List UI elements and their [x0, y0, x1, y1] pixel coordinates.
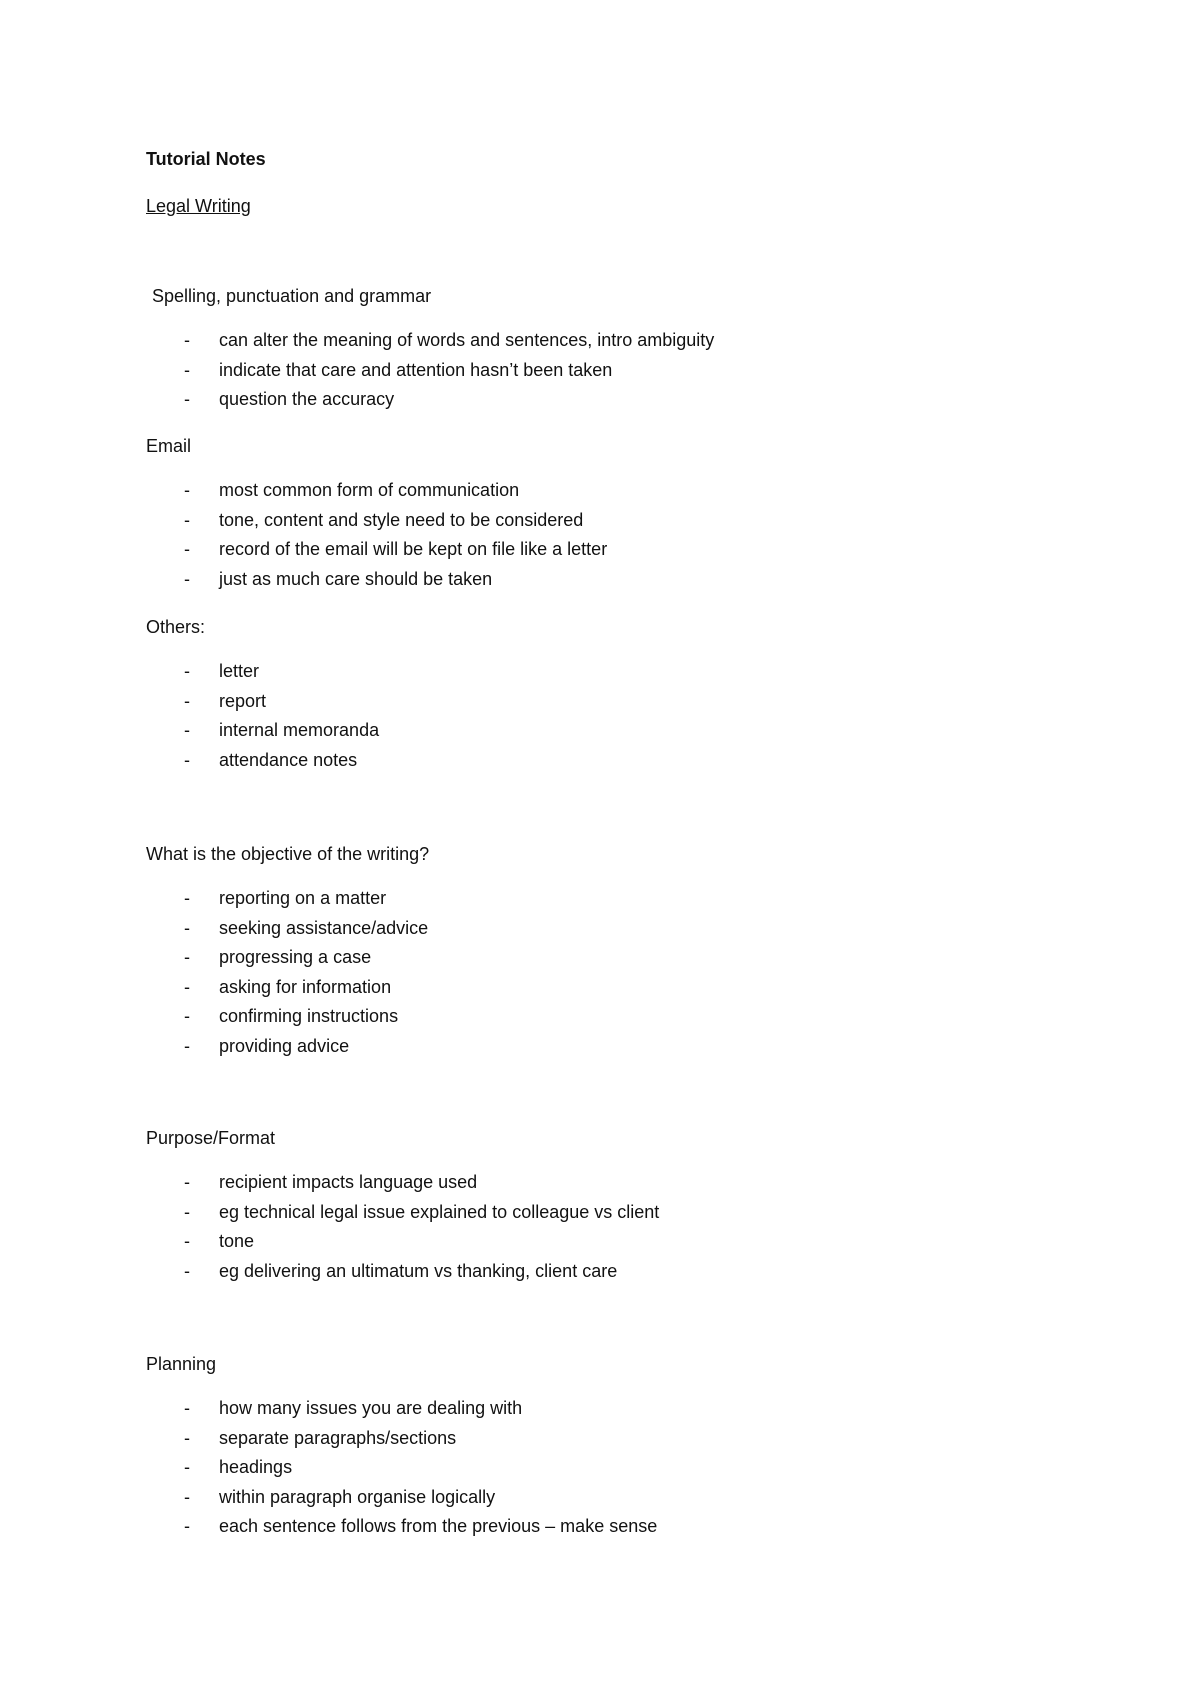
list-item	[146, 1394, 1106, 1424]
dash-bullet: -	[184, 1006, 190, 1027]
section-email	[146, 435, 1106, 594]
bullet-list	[146, 884, 1106, 1062]
list-item	[146, 914, 1106, 944]
list-item-text: eg technical legal issue explained to colleague vs client	[219, 1201, 660, 1222]
list-item-text: asking for information	[219, 976, 392, 997]
list-item-text: separate paragraphs/sections	[219, 1427, 457, 1448]
list-item-text: eg delivering an ultimatum vs thanking, client care	[219, 1260, 618, 1281]
list-item-text: most common form of communication	[219, 480, 520, 500]
list-item-text: tone	[219, 1231, 255, 1252]
list-item	[146, 1198, 1106, 1228]
dash-bullet: -	[184, 1172, 190, 1192]
bullet-list	[146, 476, 1106, 594]
list-item	[146, 1424, 1106, 1454]
dash-bullet: -	[184, 1398, 190, 1418]
dash-bullet: -	[184, 690, 190, 711]
list-item-text: providing advice	[219, 1035, 350, 1056]
list-item-text: how many issues you are dealing with	[219, 1398, 523, 1418]
dash-bullet: -	[184, 720, 190, 741]
dash-bullet: -	[184, 359, 190, 380]
list-item-text: each sentence follows from the previous – make sense	[219, 1516, 658, 1537]
dash-bullet: -	[184, 1516, 190, 1537]
dash-bullet: -	[184, 568, 190, 589]
list-item	[146, 943, 1106, 973]
dash-bullet: -	[184, 509, 190, 530]
dash-bullet: -	[184, 749, 190, 770]
list-item	[146, 1168, 1106, 1198]
list-item-text: letter	[219, 661, 260, 681]
list-item-text: question the accuracy	[219, 389, 395, 410]
list-item	[146, 1512, 1106, 1542]
list-item-text: indicate that care and attention hasn’t been taken	[219, 359, 613, 380]
dash-bullet: -	[184, 947, 190, 968]
list-item	[146, 657, 1106, 687]
section-heading: Spelling, punctuation and grammar	[152, 286, 432, 306]
list-item-text: internal memoranda	[219, 720, 380, 741]
list-item-text: seeking assistance/advice	[219, 917, 429, 938]
dash-bullet: -	[184, 976, 190, 997]
section-spelling	[146, 285, 1106, 415]
section-heading: Others:	[146, 617, 206, 637]
list-item-text: attendance notes	[219, 749, 358, 770]
section-heading: Email	[146, 436, 192, 456]
bullet-list	[146, 326, 1106, 415]
list-item	[146, 476, 1106, 506]
list-item-text: report	[219, 690, 267, 711]
list-item	[146, 385, 1106, 415]
list-item-text: reporting on a matter	[219, 888, 387, 908]
section-planning	[146, 1353, 1106, 1542]
list-item-text: headings	[219, 1457, 293, 1478]
dash-bullet: -	[184, 917, 190, 938]
dash-bullet: -	[184, 1035, 190, 1056]
dash-bullet: -	[184, 661, 190, 681]
section-heading: Purpose/Format	[146, 1128, 276, 1148]
dash-bullet: -	[184, 539, 190, 560]
list-item	[146, 746, 1106, 776]
dash-bullet: -	[184, 1486, 190, 1507]
list-item-text: can alter the meaning of words and sentences, intro ambiguity	[219, 330, 715, 350]
list-item	[146, 1227, 1106, 1257]
dash-bullet: -	[184, 1457, 190, 1478]
list-item	[146, 1002, 1106, 1032]
section-heading: What is the objective of the writing?	[146, 844, 430, 864]
list-item-text: record of the email will be kept on file like a letter	[219, 539, 608, 560]
list-item-text: confirming instructions	[219, 1006, 399, 1027]
list-item	[146, 326, 1106, 356]
list-item	[146, 884, 1106, 914]
list-item	[146, 687, 1106, 717]
list-item	[146, 1257, 1106, 1287]
list-item	[146, 716, 1106, 746]
bullet-list	[146, 1394, 1106, 1542]
section-others	[146, 616, 1106, 775]
dash-bullet: -	[184, 389, 190, 410]
dash-bullet: -	[184, 1260, 190, 1281]
dash-bullet: -	[184, 1231, 190, 1252]
bullet-list	[146, 1168, 1106, 1286]
list-item-text: within paragraph organise logically	[219, 1486, 496, 1507]
section-purpose-format	[146, 1127, 1106, 1286]
list-item-text: just as much care should be taken	[219, 568, 493, 589]
list-item	[146, 565, 1106, 595]
list-item	[146, 1032, 1106, 1062]
document-title: Tutorial Notes	[146, 149, 266, 169]
dash-bullet: -	[184, 1427, 190, 1448]
list-item-text: recipient impacts language used	[219, 1172, 478, 1192]
list-item	[146, 535, 1106, 565]
list-item-text: tone, content and style need to be considered	[219, 509, 584, 530]
dash-bullet: -	[184, 888, 190, 908]
dash-bullet: -	[184, 330, 190, 350]
list-item	[146, 506, 1106, 536]
list-item	[146, 1483, 1106, 1513]
section-heading: Planning	[146, 1354, 217, 1374]
list-item	[146, 973, 1106, 1003]
document-subtitle: Legal Writing	[146, 196, 251, 216]
dash-bullet: -	[184, 1201, 190, 1222]
list-item	[146, 356, 1106, 386]
list-item	[146, 1453, 1106, 1483]
section-objective	[146, 843, 1106, 1062]
dash-bullet: -	[184, 480, 190, 500]
bullet-list	[146, 657, 1106, 775]
list-item-text: progressing a case	[219, 947, 372, 968]
